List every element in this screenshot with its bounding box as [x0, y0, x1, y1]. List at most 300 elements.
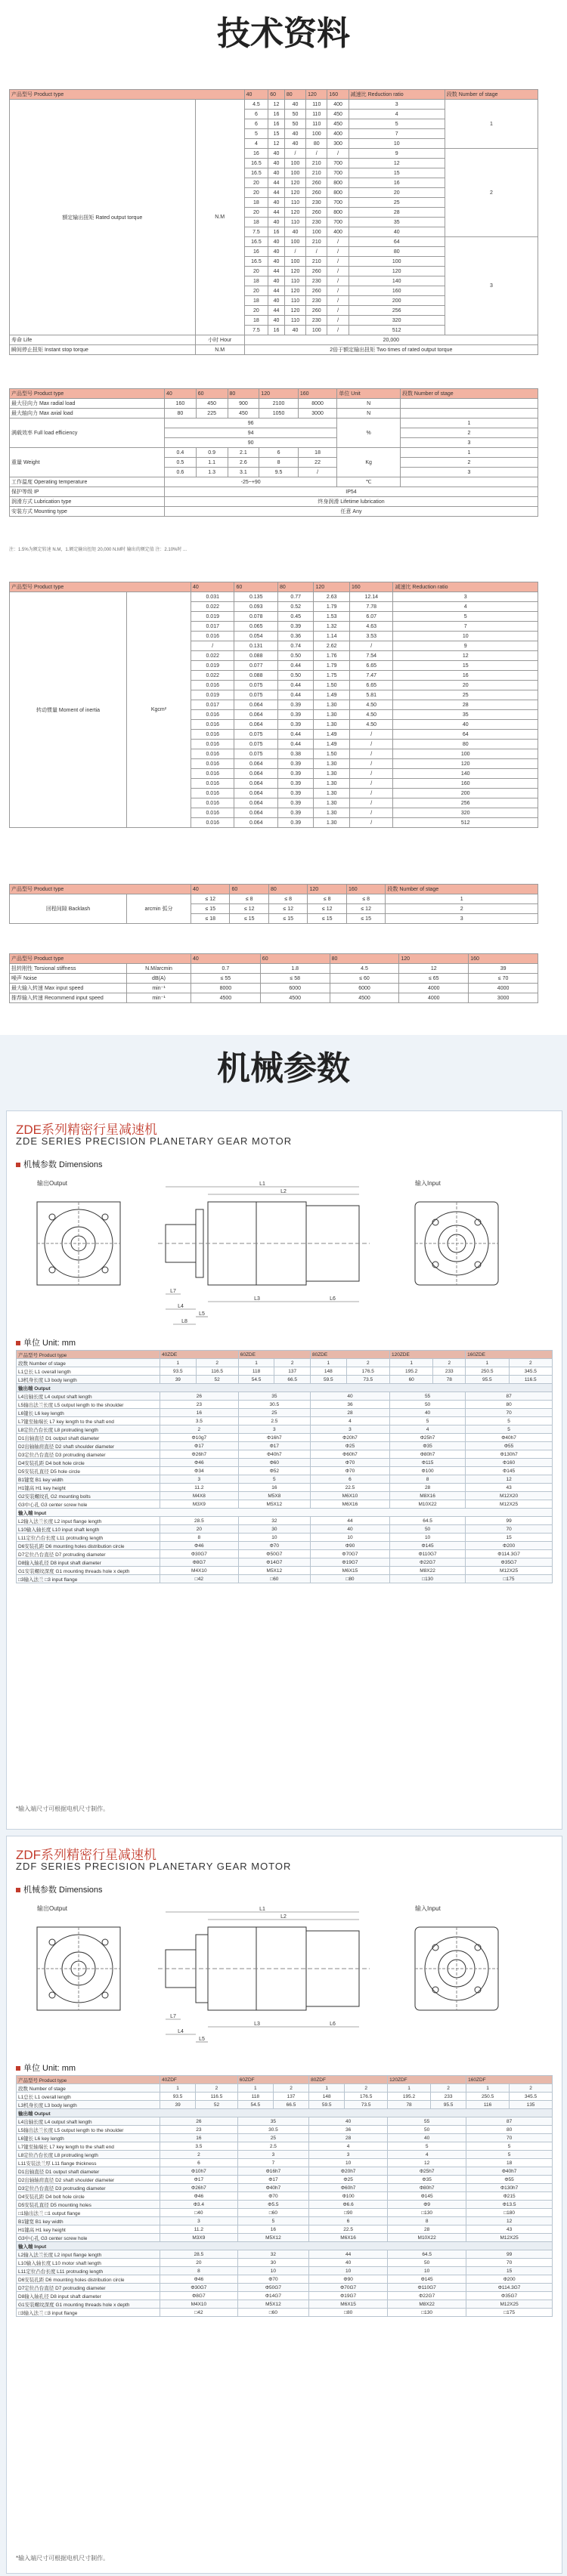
table-cell: 320 — [349, 316, 445, 326]
table-cell: Φ90 — [310, 1542, 389, 1550]
table-cell: 4 — [349, 110, 445, 119]
table-cell: 50 — [389, 1401, 465, 1409]
table-cell: 12 — [349, 159, 445, 168]
table-cell: 35 — [349, 218, 445, 227]
table-cell: Φ60h7 — [310, 1450, 389, 1459]
table-cell: 200 — [393, 789, 538, 798]
table-cell: 64 — [393, 730, 538, 740]
table-cell: 1 — [466, 2084, 510, 2093]
table-cell: 22.5 — [309, 2225, 388, 2234]
table-cell: 1 — [238, 1359, 274, 1367]
table-cell: 40 — [309, 2259, 388, 2267]
table-cell: □130 — [389, 1575, 465, 1583]
table-cell: 40 — [268, 257, 285, 267]
dimension-label: L2 — [280, 1914, 287, 1920]
table-cell: 40 — [268, 198, 285, 208]
table-cell: ≤ 18 — [191, 914, 230, 924]
table-cell: 3 — [238, 1425, 310, 1434]
table-cell: 1 — [388, 2084, 431, 2093]
row-label: H1键高 H1 key height — [17, 2225, 160, 2234]
table-cell: 40 — [284, 227, 305, 237]
table-cell: Φ30G7 — [160, 2284, 238, 2292]
table-cell: 7.5 — [244, 326, 268, 335]
dimension-label: L6 — [330, 1296, 336, 1302]
table-cell: 210 — [306, 237, 327, 247]
table-cell: 1 — [310, 1359, 346, 1367]
table-cell: 400 — [327, 100, 349, 110]
zde-dimension-table — [16, 1350, 553, 1583]
table-cell: 54.5 — [237, 2101, 273, 2109]
table-cell: 0.4 — [165, 448, 197, 458]
table-cell: 18 — [244, 276, 268, 286]
table-cell: 任意 Any — [165, 507, 538, 517]
table-row — [17, 2176, 553, 2184]
table-cell: Φ46 — [160, 1459, 239, 1467]
table-cell: 50 — [284, 110, 305, 119]
table-cell: 2.63 — [314, 592, 350, 602]
table-cell: 160 — [349, 286, 445, 296]
column-header: 120 — [308, 885, 346, 894]
table-cell: 250.5 — [466, 2093, 510, 2101]
table-cell: 3.1 — [228, 468, 259, 477]
table-cell: 320 — [393, 808, 538, 818]
table-cell: 450 — [327, 119, 349, 129]
table-cell: 4.50 — [350, 710, 393, 720]
stage-cell: 1 — [400, 419, 538, 428]
table-cell: 40 — [268, 247, 285, 257]
table-row — [17, 2309, 553, 2317]
table-cell: 3 — [160, 2217, 238, 2225]
table-cell: 8 — [388, 2217, 466, 2225]
table-row — [17, 1484, 553, 1492]
column-header: 减速比 Reduction ratio — [393, 582, 538, 592]
table-cell: Φ114.3G7 — [466, 1550, 553, 1558]
mounting-hole — [49, 1939, 55, 1945]
table-cell: 18 — [298, 448, 337, 458]
table-cell: 2100 — [259, 399, 299, 409]
table-cell: M10X22 — [389, 1500, 465, 1509]
row-label: D6安装孔距 D6 mounting holes distribution circle — [17, 1542, 160, 1550]
table-cell: 3 — [349, 100, 445, 110]
table-cell: / — [350, 730, 393, 740]
table-row — [10, 984, 538, 993]
table-cell: 2 — [345, 2084, 388, 2093]
table-row — [17, 1534, 553, 1542]
table-cell: Φ17 — [237, 2176, 308, 2184]
table-cell: 10 — [238, 1534, 310, 1542]
table-cell: 118 — [238, 1367, 274, 1376]
table-cell: ≤ 15 — [268, 914, 307, 924]
table-cell: Φ16h7 — [238, 1434, 310, 1442]
table-cell: M8X22 — [388, 2300, 466, 2309]
table-cell: 4.5 — [244, 100, 268, 110]
unit-cell: N.M — [195, 100, 244, 335]
table-cell: Φ13.5 — [466, 2201, 553, 2209]
table-row — [17, 1558, 553, 1567]
table-row — [17, 2192, 553, 2201]
table-cell: 7.5 — [244, 227, 268, 237]
table-row — [17, 2250, 553, 2259]
row-label: D5安装孔直径 D5 hole circle — [17, 1467, 160, 1475]
table-cell: 1 — [466, 1359, 509, 1367]
table-cell: 200 — [349, 296, 445, 306]
column-header: 160ZDE — [466, 1351, 553, 1359]
row-label: 额定输出扭矩 Rated output torque — [10, 100, 196, 335]
row-label: L10输入轴长度 L10 input shaft length — [17, 1525, 160, 1534]
table-cell: 0.44 — [277, 730, 314, 740]
table-cell: 210 — [306, 257, 327, 267]
table-row — [17, 2300, 553, 2309]
table-row — [17, 1475, 553, 1484]
table-cell: 700 — [327, 159, 349, 168]
column-header: 60 — [260, 954, 330, 964]
table-cell: 3.5 — [160, 2142, 238, 2151]
table-cell: 5 — [466, 1417, 553, 1425]
column-header: 60ZDE — [238, 1351, 310, 1359]
table-cell: Φ70 — [238, 1542, 310, 1550]
table-cell: 2 — [196, 2084, 238, 2093]
table-cell: 233 — [433, 1367, 466, 1376]
table-cell: Φ70 — [237, 2192, 308, 2201]
column-header: 产品型号 Product type — [10, 954, 191, 964]
table-cell: 800 — [327, 208, 349, 218]
table-cell: 26 — [160, 1392, 239, 1401]
table-cell: 18 — [244, 198, 268, 208]
table-cell: 700 — [327, 168, 349, 178]
table-cell: 8000 — [298, 399, 337, 409]
table-row — [10, 399, 538, 409]
table-cell: 2.1 — [228, 448, 259, 458]
table-cell: 512 — [393, 818, 538, 828]
table-cell — [400, 477, 538, 487]
table-cell: 233 — [430, 2093, 466, 2101]
table-cell: 15 — [349, 168, 445, 178]
table-cell: 64.5 — [389, 1517, 465, 1525]
row-label: D2出轴轴肩直径 D2 shaft shoulder diameter — [17, 1442, 160, 1450]
zdf-title-en: ZDF SERIES PRECISION PLANETARY GEAR MOTOR — [16, 1861, 292, 1872]
table-cell: 1 — [160, 2084, 196, 2093]
input-view-label: 输入Input — [415, 1180, 441, 1187]
table-cell: 0.39 — [277, 710, 314, 720]
table-cell: Φ16h7 — [237, 2167, 308, 2176]
column-header: 产品型号 Product type — [17, 2076, 160, 2084]
table-cell: 16 — [268, 119, 285, 129]
table-row — [10, 497, 538, 507]
table-cell: 6000 — [330, 984, 399, 993]
table-cell: 80 — [306, 139, 327, 149]
table-cell: 0.38 — [277, 749, 314, 759]
column-header: 产品型号 Product type — [10, 90, 245, 100]
table-cell: 1.76 — [314, 651, 350, 661]
table-cell: 16 — [160, 2134, 238, 2142]
dimension-label: L4 — [178, 2029, 184, 2034]
column-header: 单位 Unit — [337, 389, 401, 399]
table-cell: 230 — [306, 198, 327, 208]
unit-cell: Kgcm² — [127, 592, 191, 828]
table-cell: 0.078 — [234, 612, 277, 622]
table-cell: Φ145 — [389, 1542, 465, 1550]
table-cell: Φ200 — [466, 2275, 553, 2284]
table-cell: 10 — [237, 2267, 308, 2275]
mounting-hole — [49, 1992, 55, 1998]
table-cell: Φ145 — [466, 1467, 553, 1475]
zde-title-en: ZDE SERIES PRECISION PLANETARY GEAR MOTOR — [16, 1135, 293, 1147]
table-cell: 20 — [244, 208, 268, 218]
table-cell: 5 — [466, 2142, 553, 2151]
table-cell: 1.30 — [314, 710, 350, 720]
table-cell: 44 — [310, 1517, 389, 1525]
table-cell: Φ215 — [466, 2192, 553, 2201]
table-row — [17, 1359, 553, 1367]
table-cell: 110 — [306, 100, 327, 110]
table-cell: 18 — [466, 2159, 553, 2167]
table-cell: 93.5 — [160, 2093, 196, 2101]
table-row — [10, 100, 538, 110]
table-cell: 20 — [349, 188, 445, 198]
table-cell: 0.39 — [277, 798, 314, 808]
table-cell: 1.30 — [314, 769, 350, 779]
table-cell: 80 — [349, 247, 445, 257]
table-cell: M12X25 — [466, 2300, 553, 2309]
table-cell: Φ25h7 — [388, 2167, 466, 2176]
row-label: L8定位凸台长度 L8 protruding length — [17, 2151, 160, 2159]
row-label: 段数 Number of stage — [17, 1359, 160, 1367]
row-label: L5输出法兰长度 L5 output length to the shoulder — [17, 1401, 160, 1409]
table-cell: Φ90 — [309, 2275, 388, 2284]
table-cell: □175 — [466, 1575, 553, 1583]
table-cell: 148 — [309, 2093, 345, 2101]
table-cell: 6 — [310, 1475, 389, 1484]
table-cell: 93.5 — [160, 1367, 197, 1376]
table-cell: 10 — [310, 1534, 389, 1542]
table-cell: ≤ 12 — [268, 904, 307, 914]
table-cell: Φ110G7 — [389, 1550, 465, 1558]
table-cell: 0.52 — [277, 602, 314, 612]
table-cell: 225 — [196, 409, 228, 419]
table-cell: 3 — [310, 1425, 389, 1434]
table-cell: Φ20h7 — [309, 2167, 388, 2176]
table-cell: 3 — [386, 914, 538, 924]
table-cell: 52 — [196, 2101, 238, 2109]
table-cell: 110 — [306, 119, 327, 129]
table-cell: IP54 — [165, 487, 538, 497]
table-cell: Φ160 — [466, 1459, 553, 1467]
backlash-table — [9, 884, 538, 924]
table-cell: M6X10 — [310, 1492, 389, 1500]
table-cell: Φ8G7 — [160, 2292, 238, 2300]
table-cell: 0.075 — [234, 690, 277, 700]
table-cell: ≤ 8 — [308, 894, 346, 904]
table-cell: 94 — [165, 428, 337, 438]
table-cell: 终身润滑 Lifetime lubrication — [165, 497, 538, 507]
table-cell: / — [350, 759, 393, 769]
row-label: D8输入轴孔径 D8 input shaft diameter — [17, 2292, 160, 2300]
table-cell: Φ9 — [388, 2201, 466, 2209]
inertia-table — [9, 582, 538, 828]
table-cell: 20 — [393, 681, 538, 690]
table-cell: 0.031 — [191, 592, 234, 602]
table-cell: Φ145 — [388, 2275, 466, 2284]
table-cell: 20 — [244, 178, 268, 188]
table-cell: 0.019 — [191, 690, 234, 700]
table-cell: 50 — [284, 119, 305, 129]
table-cell: 300 — [327, 139, 349, 149]
table-cell: 70 — [466, 1409, 553, 1417]
table-cell: Φ100 — [389, 1467, 465, 1475]
table-cell: 260 — [306, 286, 327, 296]
table-cell: 1.30 — [314, 798, 350, 808]
table-cell: 15 — [466, 1534, 553, 1542]
table-cell: 44 — [268, 306, 285, 316]
table-row — [17, 2225, 553, 2234]
table-cell: / — [350, 641, 393, 651]
stage-cell: 1 — [400, 448, 538, 458]
table-row — [17, 2259, 553, 2267]
table-cell: 1 — [386, 894, 538, 904]
table-cell: M12X20 — [466, 1492, 553, 1500]
table-cell: 230 — [306, 218, 327, 227]
table-cell: 66.5 — [274, 1376, 311, 1384]
table-cell: 10 — [349, 139, 445, 149]
table-cell: 4 — [388, 2151, 466, 2159]
table-cell: / — [191, 641, 234, 651]
table-cell: 16 — [244, 247, 268, 257]
table-cell: 8000 — [191, 984, 261, 993]
table-cell: 12 — [268, 100, 285, 110]
dimension-label: L6 — [330, 2022, 336, 2027]
table-cell: 50 — [388, 2126, 466, 2134]
table-cell: / — [306, 149, 327, 159]
table-cell: 450 — [327, 110, 349, 119]
table-cell: □180 — [466, 2209, 553, 2217]
table-cell: 0.39 — [277, 808, 314, 818]
table-cell: 66.5 — [273, 2101, 308, 2109]
table-cell: 7.78 — [350, 602, 393, 612]
table-cell: ≤ 15 — [308, 914, 346, 924]
table-cell: Φ17 — [160, 1442, 239, 1450]
table-cell: 2 — [509, 1359, 552, 1367]
table-cell: 26 — [160, 2117, 238, 2126]
table-cell: / — [327, 267, 349, 276]
table-cell: 4500 — [260, 993, 330, 1003]
table-cell: 39 — [160, 1376, 197, 1384]
table-cell: 0.064 — [234, 710, 277, 720]
table-header-row — [10, 90, 538, 100]
row-label: L3机身长度 L3 body length — [17, 2101, 160, 2109]
load-efficiency-table — [9, 388, 538, 517]
table-cell: 0.064 — [234, 779, 277, 789]
table-cell: 16 — [160, 1409, 239, 1417]
zde-dims-heading: 机械参数 Dimensions — [16, 1158, 103, 1170]
table-cell: 6 — [309, 2217, 388, 2225]
table-cell: 9 — [349, 149, 445, 159]
table-cell: 1.79 — [314, 602, 350, 612]
table-cell: / — [327, 149, 349, 159]
table-cell: 4 — [310, 1417, 389, 1425]
table-cell: 2 — [346, 1359, 389, 1367]
table-cell: 16 — [393, 671, 538, 681]
column-header: 40 — [191, 582, 234, 592]
table-cell: 110 — [284, 296, 305, 306]
table-cell: / — [350, 798, 393, 808]
table-header-row — [10, 389, 538, 399]
table-cell: / — [350, 808, 393, 818]
table-cell: 100 — [393, 749, 538, 759]
table-cell: 100 — [284, 237, 305, 247]
table-cell: 40 — [268, 218, 285, 227]
rated-torque-table — [9, 89, 538, 355]
mounting-hole — [102, 1992, 108, 1998]
row-label: 回程间隙 Backlash — [10, 894, 127, 924]
table-cell: 12.14 — [350, 592, 393, 602]
table-cell: 99 — [466, 1517, 553, 1525]
table-cell: 700 — [327, 218, 349, 227]
column-header: 120 — [399, 954, 469, 964]
zde-footnote: *输入端尺寸可根据电机尺寸制作。 — [16, 1805, 110, 1812]
table-cell: 135 — [510, 2101, 553, 2109]
table-cell: M6X15 — [309, 2300, 388, 2309]
table-cell: 18 — [244, 316, 268, 326]
table-cell: 28.5 — [160, 2250, 238, 2259]
table-cell: 22.5 — [310, 1484, 389, 1492]
table-row — [17, 2084, 553, 2093]
table-row — [17, 1459, 553, 1467]
row-label: D2出轴轴肩直径 D2 shaft shoulder diameter — [17, 2176, 160, 2184]
table-cell: 28.5 — [160, 1517, 239, 1525]
table-cell: Φ26h7 — [160, 2184, 238, 2192]
table-cell: 5 — [238, 1475, 310, 1484]
table-row — [10, 894, 538, 904]
table-cell: / — [298, 468, 337, 477]
table-cell: M12X25 — [466, 1567, 553, 1575]
table-cell: 44 — [268, 267, 285, 276]
table-cell: / — [327, 247, 349, 257]
table-cell: 80 — [393, 740, 538, 749]
table-cell: 230 — [306, 296, 327, 306]
row-label: H1键高 H1 key height — [17, 1484, 160, 1492]
table-cell: 7.47 — [350, 671, 393, 681]
stage-cell: 1 — [445, 100, 538, 149]
table-cell: □80 — [309, 2309, 388, 2317]
table-cell: 35 — [238, 1392, 310, 1401]
table-cell: 0.075 — [234, 681, 277, 690]
table-cell: 800 — [327, 178, 349, 188]
section-title-mechanical: 机械参数 — [217, 1049, 350, 1088]
table-row — [17, 2217, 553, 2225]
table-cell: 54.5 — [238, 1376, 274, 1384]
unit-cell: N.M — [195, 345, 244, 355]
table-cell: 87 — [466, 2117, 553, 2126]
table-cell: 25 — [393, 690, 538, 700]
column-header: 段数 Number of stage — [445, 90, 538, 100]
dimension-label: L1 — [259, 1181, 265, 1187]
table-cell: 15 — [466, 2267, 553, 2275]
table-cell: 50 — [389, 1525, 465, 1534]
column-header: 80ZDE — [310, 1351, 389, 1359]
table-cell: 40 — [349, 227, 445, 237]
table-cell: 10 — [389, 1534, 465, 1542]
table-cell: Φ114.3G7 — [466, 2284, 553, 2292]
row-label: 保护等级 IP — [10, 487, 165, 497]
table-cell: 100 — [284, 257, 305, 267]
column-header: 120 — [259, 389, 299, 399]
table-cell: 4.50 — [350, 700, 393, 710]
table-cell: □90 — [309, 2209, 388, 2217]
table-cell: 64.5 — [388, 2250, 466, 2259]
table-cell: 40 — [268, 168, 285, 178]
table-cell: 11.2 — [160, 2225, 238, 2234]
table-cell: 1.30 — [314, 720, 350, 730]
